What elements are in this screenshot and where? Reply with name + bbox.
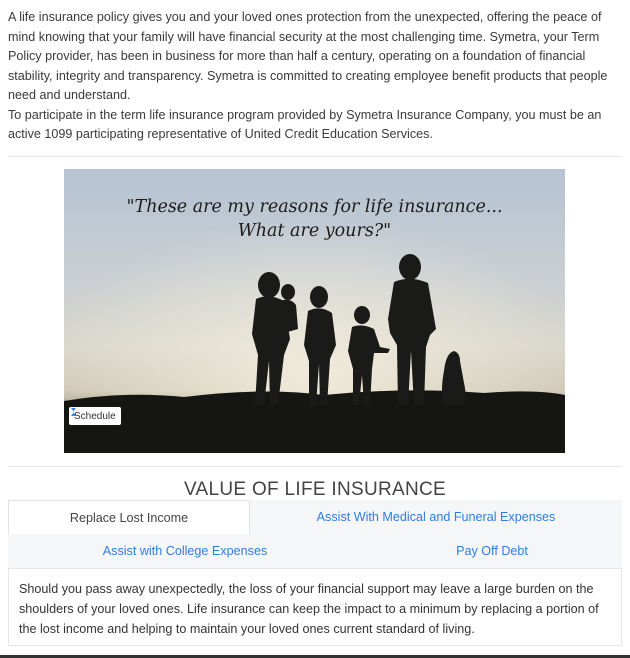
tab-panel-text: Should you pass away unexpectedly, the loss of your financial support may leave a large burden on the shoulders of your loved ones. Life insurance can keep the impact to a minimum by replacing a portion of the lost income and helping to maintain your loved ones current standard of living.	[19, 582, 599, 636]
tab-pay-off-debt[interactable]: Pay Off Debt	[456, 544, 528, 558]
intro-text	[8, 8, 622, 145]
calendly-icon	[69, 407, 78, 417]
hero-image	[64, 169, 565, 453]
benefit-tabs	[8, 500, 622, 568]
intro-paragraph-1: A life insurance policy gives you and your loved ones protection from the unexpected, offering the peace of mind knowing that your family will have financial security at the most challenging time. Symetra, your Term Policy provider, has been in business for more than half a century, operating on a foundation of financial stability, integrity and transparency. Symetra is committed to creating employee benefit products that people need and understand.	[8, 10, 608, 102]
divider	[8, 466, 622, 467]
hero-quote-line-1: "These are my reasons for life insurance...	[126, 197, 503, 217]
tab-panel	[8, 568, 622, 646]
tab-replace-lost-income[interactable]: Replace Lost Income	[8, 500, 250, 534]
divider	[8, 156, 622, 157]
schedule-button-label: Schedule	[74, 410, 116, 422]
tab-college-expenses[interactable]: Assist with College Expenses	[102, 544, 268, 558]
intro-paragraph-2: To participate in the term life insurance program provided by Symetra Insurance Company, you must be an active 1099 participating representative of United Credit Education Services.	[8, 107, 602, 141]
hero-quote-line-2: What are yours?"	[237, 221, 392, 241]
tab-medical-funeral-expenses[interactable]: Assist With Medical and Funeral Expenses	[316, 510, 556, 524]
schedule-button[interactable]	[69, 407, 121, 425]
section-title: VALUE OF LIFE INSURANCE	[183, 479, 447, 500]
